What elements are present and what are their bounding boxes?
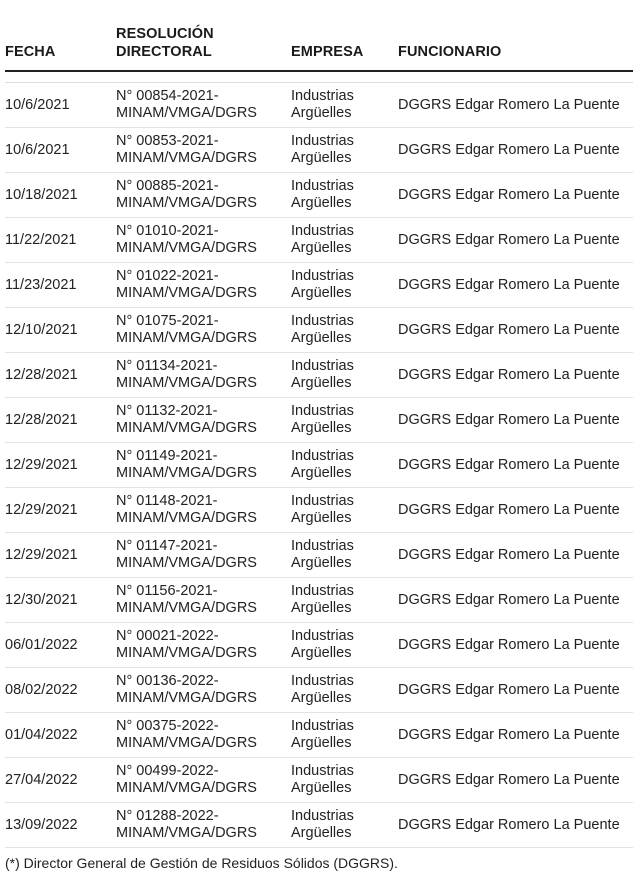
cell-funcionario	[398, 443, 633, 488]
resolutions-table-container	[5, 0, 633, 848]
resolucion-line1: N° 00021-2022-	[116, 628, 219, 644]
cell-empresa	[291, 128, 398, 173]
funcionario-text: DGGRS Edgar Romero La Puente	[398, 231, 620, 248]
table-row	[5, 488, 633, 533]
table-header	[5, 0, 633, 71]
resolucion-line2: MINAM/VMGA/DGRS	[116, 825, 257, 841]
cell-resolucion	[116, 713, 291, 758]
resolucion-line1: N° 01148-2021-	[116, 493, 218, 509]
cell-funcionario	[398, 623, 633, 668]
resolucion-line1: N° 01075-2021-	[116, 313, 219, 329]
table-row	[5, 758, 633, 803]
fecha-text: 27/04/2022	[5, 771, 78, 788]
empresa-line2: Argüelles	[291, 555, 352, 571]
cell-empresa	[291, 353, 398, 398]
cell-funcionario	[398, 353, 633, 398]
table-row	[5, 353, 633, 398]
cell-funcionario	[398, 308, 633, 353]
cell-resolucion	[116, 398, 291, 443]
funcionario-text: DGGRS Edgar Romero La Puente	[398, 816, 620, 833]
cell-fecha	[5, 398, 116, 443]
empresa-line2: Argüelles	[291, 330, 352, 346]
resolucion-line2: MINAM/VMGA/DGRS	[116, 555, 257, 571]
cell-fecha	[5, 218, 116, 263]
cell-fecha	[5, 488, 116, 533]
resolucion-line2: MINAM/VMGA/DGRS	[116, 465, 257, 481]
resolucion-line2: MINAM/VMGA/DGRS	[116, 105, 257, 121]
funcionario-text: DGGRS Edgar Romero La Puente	[398, 636, 620, 653]
cell-funcionario	[398, 173, 633, 218]
table-row	[5, 578, 633, 623]
cell-fecha	[5, 443, 116, 488]
empresa-line2: Argüelles	[291, 600, 352, 616]
resolucion-line1: N° 00853-2021-	[116, 133, 219, 149]
empresa-line1: Industrias	[291, 178, 354, 194]
empresa-line1: Industrias	[291, 133, 354, 149]
empresa-line2: Argüelles	[291, 285, 352, 301]
header-resolucion	[116, 0, 291, 71]
funcionario-text: DGGRS Edgar Romero La Puente	[398, 366, 620, 383]
fecha-text: 12/29/2021	[5, 501, 78, 518]
table-row	[5, 218, 633, 263]
cell-empresa	[291, 308, 398, 353]
empresa-line2: Argüelles	[291, 105, 352, 121]
table-row	[5, 128, 633, 173]
empresa-line1: Industrias	[291, 583, 354, 599]
fecha-text: 11/22/2021	[5, 231, 77, 248]
cell-fecha	[5, 578, 116, 623]
funcionario-text: DGGRS Edgar Romero La Puente	[398, 771, 620, 788]
cell-resolucion	[116, 128, 291, 173]
cell-funcionario	[398, 263, 633, 308]
empresa-line1: Industrias	[291, 493, 354, 509]
resolucion-line1: N° 01022-2021-	[116, 268, 219, 284]
fecha-text: 10/6/2021	[5, 141, 70, 158]
cell-resolucion	[116, 218, 291, 263]
table-row	[5, 668, 633, 713]
cell-funcionario	[398, 668, 633, 713]
funcionario-text: DGGRS Edgar Romero La Puente	[398, 96, 620, 113]
empresa-line2: Argüelles	[291, 465, 352, 481]
cell-funcionario	[398, 803, 633, 848]
cell-fecha	[5, 623, 116, 668]
cell-resolucion	[116, 578, 291, 623]
header-funcionario: FUNCIONARIO	[398, 0, 633, 71]
cell-empresa	[291, 803, 398, 848]
cell-empresa	[291, 578, 398, 623]
table-row	[5, 398, 633, 443]
cell-fecha	[5, 803, 116, 848]
funcionario-text: DGGRS Edgar Romero La Puente	[398, 681, 620, 698]
resolucion-line2: MINAM/VMGA/DGRS	[116, 195, 257, 211]
empresa-line1: Industrias	[291, 88, 354, 104]
empresa-line1: Industrias	[291, 448, 354, 464]
empresa-line1: Industrias	[291, 313, 354, 329]
table-row	[5, 533, 633, 578]
cell-funcionario	[398, 128, 633, 173]
table-row	[5, 173, 633, 218]
resolucion-line1: N° 01147-2021-	[116, 538, 218, 554]
empresa-line1: Industrias	[291, 718, 354, 734]
table-row	[5, 263, 633, 308]
cell-empresa	[291, 263, 398, 308]
fecha-text: 12/10/2021	[5, 321, 78, 338]
table-row	[5, 713, 633, 758]
table-row	[5, 443, 633, 488]
resolucion-line2: MINAM/VMGA/DGRS	[116, 375, 257, 391]
funcionario-text: DGGRS Edgar Romero La Puente	[398, 501, 620, 518]
resolucion-line2: MINAM/VMGA/DGRS	[116, 690, 257, 706]
fecha-text: 13/09/2022	[5, 816, 78, 833]
cell-resolucion	[116, 668, 291, 713]
resolucion-line2: MINAM/VMGA/DGRS	[116, 420, 257, 436]
cell-funcionario	[398, 533, 633, 578]
cell-resolucion	[116, 443, 291, 488]
empresa-line1: Industrias	[291, 763, 354, 779]
table-row	[5, 803, 633, 848]
cell-funcionario	[398, 578, 633, 623]
empresa-line2: Argüelles	[291, 375, 352, 391]
cell-fecha	[5, 128, 116, 173]
empresa-line2: Argüelles	[291, 825, 352, 841]
resolucion-line1: N° 01156-2021-	[116, 583, 218, 599]
cell-resolucion	[116, 803, 291, 848]
empresa-line2: Argüelles	[291, 645, 352, 661]
resolucion-line2: MINAM/VMGA/DGRS	[116, 285, 257, 301]
cell-empresa	[291, 398, 398, 443]
fecha-text: 08/02/2022	[5, 681, 78, 698]
cell-fecha	[5, 263, 116, 308]
resolucion-line1: N° 00499-2022-	[116, 763, 219, 779]
funcionario-text: DGGRS Edgar Romero La Puente	[398, 546, 620, 563]
funcionario-text: DGGRS Edgar Romero La Puente	[398, 141, 620, 158]
funcionario-text: DGGRS Edgar Romero La Puente	[398, 321, 620, 338]
empresa-line2: Argüelles	[291, 690, 352, 706]
resolucion-line1: N° 00854-2021-	[116, 88, 219, 104]
cell-empresa	[291, 533, 398, 578]
header-empresa: EMPRESA	[291, 0, 398, 71]
fecha-text: 12/29/2021	[5, 456, 78, 473]
cell-fecha	[5, 713, 116, 758]
header-resolucion-line2: DIRECTORAL	[116, 44, 212, 60]
cell-fecha	[5, 353, 116, 398]
cell-resolucion	[116, 758, 291, 803]
resolucion-line2: MINAM/VMGA/DGRS	[116, 510, 257, 526]
cell-fecha	[5, 308, 116, 353]
table-body	[5, 71, 633, 848]
empresa-line1: Industrias	[291, 538, 354, 554]
cell-empresa	[291, 83, 398, 128]
funcionario-text: DGGRS Edgar Romero La Puente	[398, 456, 620, 473]
resolucion-line2: MINAM/VMGA/DGRS	[116, 240, 257, 256]
funcionario-text: DGGRS Edgar Romero La Puente	[398, 186, 620, 203]
empresa-line1: Industrias	[291, 628, 354, 644]
cell-resolucion	[116, 533, 291, 578]
cell-fecha	[5, 533, 116, 578]
funcionario-text: DGGRS Edgar Romero La Puente	[398, 276, 620, 293]
resolutions-table	[5, 0, 633, 848]
fecha-text: 06/01/2022	[5, 636, 78, 653]
funcionario-text: DGGRS Edgar Romero La Puente	[398, 726, 620, 743]
footnote: (*) Director General de Gestión de Residuos Sólidos (DGGRS).	[5, 855, 398, 871]
cell-empresa	[291, 713, 398, 758]
empresa-line2: Argüelles	[291, 240, 352, 256]
empresa-line1: Industrias	[291, 268, 354, 284]
resolucion-line1: N° 00136-2022-	[116, 673, 219, 689]
cell-empresa	[291, 668, 398, 713]
cell-fecha	[5, 173, 116, 218]
resolucion-line1: N° 01010-2021-	[116, 223, 219, 239]
empresa-line1: Industrias	[291, 358, 354, 374]
cell-empresa	[291, 758, 398, 803]
empresa-line1: Industrias	[291, 808, 354, 824]
resolucion-line1: N° 00885-2021-	[116, 178, 219, 194]
resolucion-line1: N° 01132-2021-	[116, 403, 218, 419]
empresa-line1: Industrias	[291, 403, 354, 419]
table-row	[5, 83, 633, 128]
cell-empresa	[291, 218, 398, 263]
fecha-text: 12/28/2021	[5, 366, 78, 383]
cell-empresa	[291, 488, 398, 533]
fecha-text: 12/28/2021	[5, 411, 78, 428]
empresa-line1: Industrias	[291, 223, 354, 239]
cell-fecha	[5, 668, 116, 713]
cell-funcionario	[398, 488, 633, 533]
fecha-text: 01/04/2022	[5, 726, 78, 743]
resolucion-line1: N° 01149-2021-	[116, 448, 218, 464]
header-row	[5, 0, 633, 71]
table-spacer-row	[5, 71, 633, 83]
resolucion-line2: MINAM/VMGA/DGRS	[116, 600, 257, 616]
resolucion-line2: MINAM/VMGA/DGRS	[116, 330, 257, 346]
empresa-line2: Argüelles	[291, 780, 352, 796]
cell-empresa	[291, 443, 398, 488]
resolucion-line1: N° 01134-2021-	[116, 358, 218, 374]
empresa-line2: Argüelles	[291, 510, 352, 526]
cell-empresa	[291, 173, 398, 218]
resolucion-line2: MINAM/VMGA/DGRS	[116, 645, 257, 661]
cell-resolucion	[116, 263, 291, 308]
resolucion-line2: MINAM/VMGA/DGRS	[116, 735, 257, 751]
cell-fecha	[5, 758, 116, 803]
cell-resolucion	[116, 488, 291, 533]
cell-funcionario	[398, 398, 633, 443]
empresa-line1: Industrias	[291, 673, 354, 689]
header-fecha: FECHA	[5, 0, 116, 71]
fecha-text: 12/30/2021	[5, 591, 78, 608]
table-row	[5, 308, 633, 353]
resolucion-line2: MINAM/VMGA/DGRS	[116, 780, 257, 796]
cell-resolucion	[116, 353, 291, 398]
cell-funcionario	[398, 758, 633, 803]
fecha-text: 10/6/2021	[5, 96, 70, 113]
fecha-text: 12/29/2021	[5, 546, 78, 563]
cell-funcionario	[398, 83, 633, 128]
resolucion-line1: N° 01288-2022-	[116, 808, 219, 824]
cell-resolucion	[116, 173, 291, 218]
cell-resolucion	[116, 623, 291, 668]
empresa-line2: Argüelles	[291, 735, 352, 751]
empresa-line2: Argüelles	[291, 150, 352, 166]
empresa-line2: Argüelles	[291, 420, 352, 436]
funcionario-text: DGGRS Edgar Romero La Puente	[398, 591, 620, 608]
cell-funcionario	[398, 713, 633, 758]
cell-resolucion	[116, 308, 291, 353]
empresa-line2: Argüelles	[291, 195, 352, 211]
cell-empresa	[291, 623, 398, 668]
resolucion-line1: N° 00375-2022-	[116, 718, 219, 734]
header-resolucion-line1: RESOLUCIÓN	[116, 26, 214, 42]
fecha-text: 11/23/2021	[5, 276, 77, 293]
cell-fecha	[5, 83, 116, 128]
resolucion-line2: MINAM/VMGA/DGRS	[116, 150, 257, 166]
fecha-text: 10/18/2021	[5, 186, 78, 203]
cell-resolucion	[116, 83, 291, 128]
table-row	[5, 623, 633, 668]
cell-funcionario	[398, 218, 633, 263]
funcionario-text: DGGRS Edgar Romero La Puente	[398, 411, 620, 428]
